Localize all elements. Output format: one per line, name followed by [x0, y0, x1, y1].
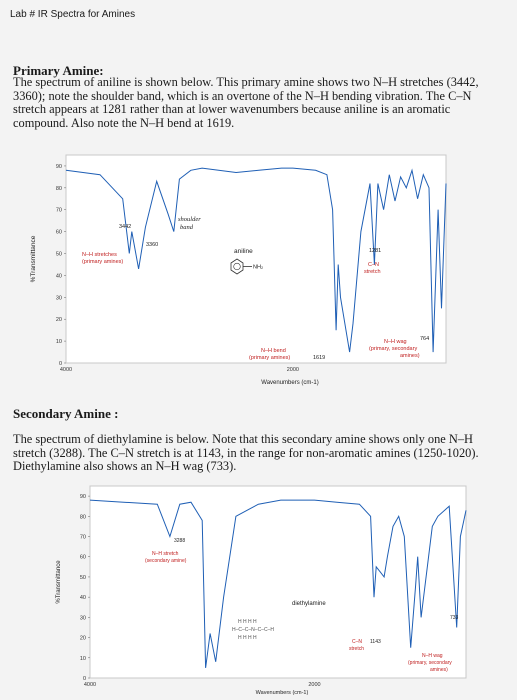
- annotation-1619: 1619: [313, 355, 326, 361]
- annotation-amines: amines): [430, 667, 448, 673]
- annotation-764: 764: [420, 336, 430, 342]
- aniline-chart-svg: [28, 145, 458, 390]
- annotation-secondary-amine: (secondary amine): [145, 558, 187, 564]
- annotation-nh-wag: N–H wag: [384, 339, 407, 345]
- y-tick-label: 40: [79, 595, 86, 602]
- annotation-amines: amines): [400, 353, 420, 359]
- diethylamine-ir-spectrum: [52, 478, 472, 700]
- y-tick-label: 50: [55, 251, 62, 258]
- annotation-3360: 3360: [146, 242, 159, 248]
- y-tick-label: 0: [82, 676, 86, 682]
- diethylamine-chart-svg: [52, 478, 472, 700]
- y-tick-label: 90: [79, 494, 86, 501]
- y-axis-label: %Transmittance: [30, 235, 37, 283]
- annotation-primary-secondary: (primary, secondary: [408, 660, 452, 666]
- x-tick-label: 2000: [286, 367, 299, 373]
- y-tick-label: 90: [55, 163, 62, 170]
- x-tick-label: 2000: [308, 682, 321, 688]
- annotation-1143: 1143: [370, 639, 381, 645]
- y-tick-label: 50: [79, 574, 86, 581]
- y-tick-label: 70: [55, 207, 62, 214]
- compound-substituent: NH₂: [253, 264, 264, 271]
- annotation-nh-stretch: N–H stretch: [152, 551, 179, 557]
- annotation-band: band: [180, 224, 193, 231]
- x-tick-label: 4000: [59, 367, 73, 373]
- structure-bot: H H H H: [238, 635, 257, 641]
- annotation-nh-stretches: N–H stretches: [82, 252, 117, 258]
- x-axis-label: Wavenumbers (cm-1): [261, 380, 319, 386]
- aniline-ir-spectrum: [28, 145, 458, 390]
- y-axis-label: %Transmittance: [56, 560, 62, 604]
- y-tick-label: 20: [55, 317, 62, 324]
- annotation-3288: 3288: [174, 538, 186, 544]
- annotation-primary-amines-1: (primary amines): [82, 259, 124, 265]
- y-tick-label: 0: [58, 361, 62, 367]
- secondary-amine-title: Secondary Amine :: [13, 406, 119, 421]
- annotation-nh-wag: N–H wag: [422, 653, 443, 659]
- annotation-shoulder: shoulder: [178, 216, 201, 223]
- y-tick-label: 80: [55, 185, 62, 192]
- annotation-3442: 3442: [119, 224, 132, 230]
- annotation-nh-bend: N–H bend: [261, 348, 286, 354]
- annotation-cn: C–N: [352, 639, 363, 645]
- page-header: Lab # IR Spectra for Amines: [10, 9, 136, 20]
- y-tick-label: 30: [55, 295, 62, 302]
- plot-area: [90, 486, 466, 678]
- compound-name: diethylamine: [292, 601, 326, 607]
- structure-mid: H–C–C–N–C–C–H: [232, 627, 274, 633]
- y-tick-label: 10: [55, 339, 62, 346]
- y-tick-label: 60: [79, 554, 86, 561]
- annotation-primary-secondary: (primary, secondary: [369, 346, 418, 352]
- y-tick-label: 30: [79, 615, 86, 622]
- y-tick-label: 60: [55, 229, 62, 236]
- annotation-stretch: stretch: [364, 269, 381, 275]
- structure-top: H H H H: [238, 619, 257, 625]
- annotation-primary-amines-2: (primary amines): [249, 355, 291, 361]
- x-axis-label: Wavenumbers (cm-1): [255, 690, 309, 696]
- annotation-1281: 1281: [369, 248, 382, 254]
- secondary-amine-text: The spectrum of diethylamine is below. Note that this secondary amine shows only one N–H stretch (3288). The C–N stretch is at 1143, in the range for non-aromatic amines (1250-1020). Diethylamine also shows an N–H wag (733).: [13, 432, 479, 473]
- compound-name: aniline: [234, 248, 253, 255]
- annotation-cn: C–N: [368, 262, 380, 268]
- x-tick-label: 4000: [83, 682, 97, 688]
- annotation-733: 733: [450, 615, 459, 621]
- y-tick-label: 70: [79, 534, 86, 541]
- y-tick-label: 40: [55, 273, 62, 280]
- y-tick-label: 10: [79, 655, 86, 662]
- y-tick-label: 20: [79, 635, 86, 642]
- primary-amine-title: Primary Amine:: [13, 63, 104, 78]
- primary-amine-text: The spectrum of aniline is shown below. This primary amine shows two N–H stretches (3442, 3360); note the shoulder band, which is an overtone of the N–H bending vibration. The C–N stretch appears at 1281 rather than at lower wavenumbers because aniline is an aromatic compound. Also note the N–H bend at 1619.: [13, 75, 479, 130]
- y-tick-label: 80: [79, 514, 86, 521]
- annotation-stretch: stretch: [349, 646, 365, 652]
